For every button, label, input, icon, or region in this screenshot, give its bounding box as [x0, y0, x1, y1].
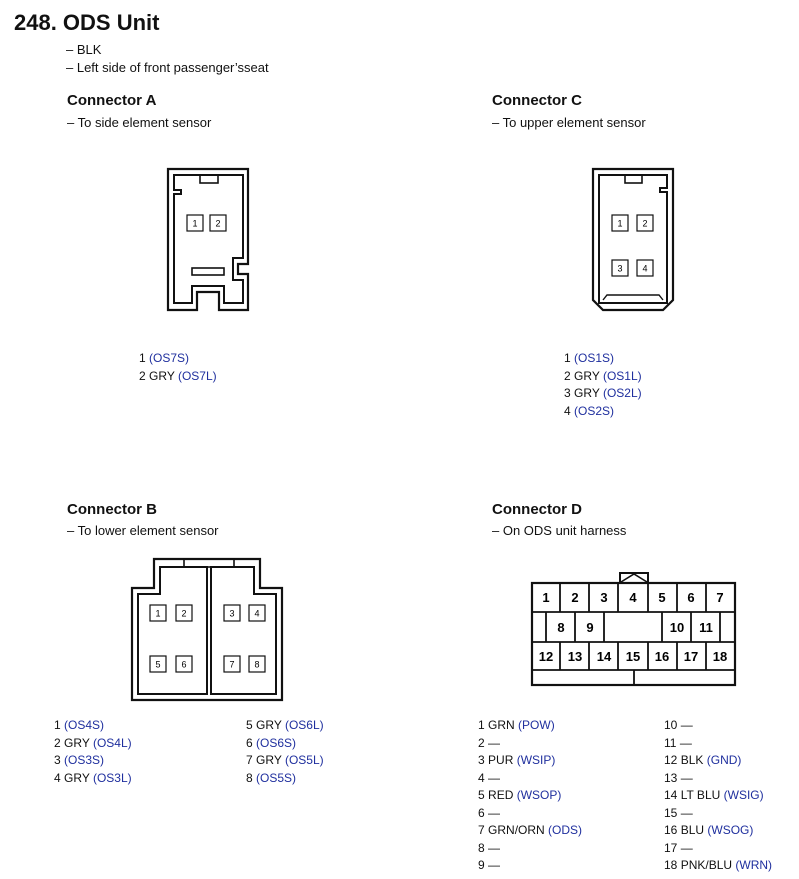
connector-c-pin-list — [564, 350, 642, 420]
connector-d-pin-number: 10 — [669, 620, 685, 635]
connector-d-pin-list-right — [664, 717, 772, 875]
connector-d-pin-number: 6 — [687, 590, 695, 605]
wire-color: — — [488, 858, 501, 872]
pin-number: 4 — [478, 770, 485, 785]
pin-number: 1 — [139, 351, 146, 365]
signal-name: (OS4L) — [92, 735, 132, 750]
pin-number: 1 — [478, 718, 485, 732]
pin-number: 5 — [246, 718, 253, 732]
pin-row — [478, 717, 582, 735]
connector-b-title: Connector B — [67, 501, 157, 518]
connector-d-pin-number: 2 — [571, 590, 579, 605]
page-title: 248. ODS Unit — [14, 10, 160, 35]
pin-row — [564, 403, 642, 421]
wire-color: PNK/BLU — [680, 858, 733, 872]
pin-row — [246, 735, 324, 753]
signal-name: (OS3L) — [92, 770, 132, 785]
signal-name: (OS7L) — [177, 368, 217, 383]
connector-a-title: Connector A — [67, 92, 157, 109]
connector-d-pin-number: 4 — [629, 590, 637, 605]
wire-color: — — [488, 735, 501, 750]
connector-d-description: – On ODS unit harness — [492, 523, 627, 538]
pin-number: 2 — [54, 735, 61, 750]
pin-row — [54, 752, 132, 770]
pin-number: 12 — [664, 753, 678, 767]
pin-row — [664, 840, 772, 858]
connector-d-diagram — [520, 565, 750, 695]
signal-name: (WSOG) — [707, 823, 754, 837]
pin-number: 4 — [54, 770, 61, 785]
connector-d-pin-number: 5 — [658, 590, 666, 605]
connector-b-pin-list-right — [246, 717, 324, 787]
connector-d-pin-number: 8 — [557, 620, 565, 635]
wire-color: GRY — [256, 718, 282, 732]
wire-color: — — [680, 840, 693, 855]
connector-b-pin-number: 2 — [181, 608, 187, 619]
pin-row — [564, 368, 642, 386]
pin-number: 2 — [139, 368, 146, 383]
signal-name: (OS1S) — [574, 351, 615, 365]
pin-number: 5 — [478, 788, 485, 802]
pin-row — [478, 787, 582, 805]
signal-name: (GND) — [706, 753, 742, 767]
pin-number: 15 — [664, 805, 678, 820]
connector-b-pin-number: 8 — [254, 659, 260, 670]
pin-number: 2 — [478, 735, 485, 750]
connector-b-pin-number: 5 — [155, 659, 161, 670]
connector-d-pin-number: 13 — [567, 649, 583, 664]
pin-number: 7 — [478, 823, 485, 837]
pin-row — [664, 770, 772, 788]
wire-color: GRY — [64, 735, 90, 750]
wire-color: BLK — [680, 753, 704, 767]
connector-d-pin-number: 18 — [712, 649, 728, 664]
connector-d-pin-list-left — [478, 717, 582, 875]
connector-b-pin-number: 4 — [254, 608, 260, 619]
pin-row — [139, 350, 217, 368]
pin-number: 8 — [246, 770, 253, 785]
connector-c-pin-number: 1 — [617, 218, 623, 229]
connector-d-title: Connector D — [492, 501, 582, 518]
connector-a-description: – To side element sensor — [67, 115, 212, 130]
connector-b-pin-list-left — [54, 717, 132, 787]
pin-row — [664, 857, 772, 875]
pin-number: 6 — [478, 805, 485, 820]
pin-number: 4 — [564, 403, 571, 418]
connector-c-pin-number: 4 — [642, 263, 648, 274]
signal-name: (OS2L) — [602, 386, 642, 400]
signal-name: (OS3S) — [64, 753, 105, 767]
connector-d-pin-number: 1 — [542, 590, 550, 605]
connector-c-title: Connector C — [492, 92, 582, 109]
connector-c-description: – To upper element sensor — [492, 115, 646, 130]
connector-d-pin-number: 17 — [683, 649, 699, 664]
signal-name: (OS4S) — [64, 718, 105, 732]
wire-color: GRN/ORN — [488, 823, 545, 837]
wire-color: GRN — [488, 718, 515, 732]
pin-row — [478, 822, 582, 840]
connector-a-pin-list — [139, 350, 217, 385]
wire-color: PUR — [488, 753, 514, 767]
connector-b-pin-number: 3 — [229, 608, 235, 619]
signal-name: (OS5L) — [284, 753, 324, 767]
connector-b-diagram — [120, 550, 300, 710]
connector-a-diagram — [160, 160, 260, 320]
pin-number: 6 — [246, 735, 253, 750]
pin-number: 11 — [664, 735, 677, 750]
pin-number: 9 — [478, 858, 485, 872]
pin-row — [478, 752, 582, 770]
pin-row — [54, 717, 132, 735]
wire-color: — — [679, 735, 692, 750]
connector-b-pin-number: 1 — [155, 608, 161, 619]
pin-row — [664, 787, 772, 805]
signal-name: (ODS) — [548, 823, 583, 837]
connector-b-description: – To lower element sensor — [67, 523, 219, 538]
pin-row — [478, 735, 582, 753]
connector-d-pin-number: 15 — [625, 649, 641, 664]
wire-color: — — [680, 770, 693, 785]
connector-d-pin-number: 12 — [538, 649, 554, 664]
signal-name: (OS1L) — [602, 368, 642, 383]
pin-row — [664, 735, 772, 753]
wire-color: — — [680, 805, 693, 820]
wire-color: — — [488, 770, 501, 785]
signal-name: (OS6L) — [284, 718, 324, 732]
connector-a-pin-number: 2 — [215, 218, 221, 229]
pin-number: 10 — [664, 718, 678, 732]
pin-number: 1 — [54, 718, 61, 732]
wire-color: GRY — [149, 368, 175, 383]
pin-row — [664, 752, 772, 770]
pin-number: 18 — [664, 858, 678, 872]
connector-d-pin-number: 9 — [586, 620, 594, 635]
wire-color: LT BLU — [680, 788, 721, 802]
wire-color: BLU — [680, 823, 705, 837]
pin-number: 8 — [478, 840, 485, 855]
pin-row — [246, 717, 324, 735]
connector-d-pin-number: 14 — [596, 649, 612, 664]
unit-color: – BLK — [66, 42, 102, 57]
signal-name: (OS2S) — [574, 403, 615, 418]
connector-c-diagram — [585, 160, 685, 320]
signal-name: (POW) — [518, 718, 555, 732]
connector-c-pin-number: 2 — [642, 218, 648, 229]
pin-row — [54, 735, 132, 753]
connector-d-pin-number: 3 — [600, 590, 608, 605]
pin-number: 16 — [664, 823, 678, 837]
connector-d-pin-number: 11 — [699, 620, 713, 635]
pin-row — [664, 717, 772, 735]
pin-number: 7 — [246, 753, 253, 767]
wire-color: GRY — [64, 770, 90, 785]
pin-row — [478, 857, 582, 875]
signal-name: (WSIG) — [723, 788, 764, 802]
signal-name: (OS7S) — [149, 351, 190, 365]
pin-number: 2 — [564, 368, 571, 383]
signal-name: (OS5S) — [256, 770, 297, 785]
connector-a-pin-number: 1 — [192, 218, 198, 229]
unit-location: – Left side of front passenger’sseat — [66, 59, 269, 75]
connector-d-pin-number: 16 — [654, 649, 670, 664]
pin-row — [139, 368, 217, 386]
pin-row — [246, 770, 324, 788]
pin-number: 1 — [564, 351, 571, 365]
pin-row — [478, 840, 582, 858]
wire-color: — — [488, 805, 501, 820]
wire-color: GRY — [574, 386, 600, 400]
connector-d-pin-number: 7 — [716, 590, 724, 605]
pin-row — [564, 385, 642, 403]
connector-b-pin-number: 6 — [181, 659, 187, 670]
pin-number: 17 — [664, 840, 678, 855]
pin-number: 13 — [664, 770, 678, 785]
signal-name: (WSOP) — [516, 788, 562, 802]
wire-color: GRY — [256, 753, 282, 767]
pin-row — [54, 770, 132, 788]
pin-number: 14 — [664, 788, 678, 802]
wire-color: GRY — [574, 368, 600, 383]
signal-name: (OS6S) — [256, 735, 297, 750]
connector-b-pin-number: 7 — [229, 659, 235, 670]
pin-row — [664, 822, 772, 840]
signal-name: (WSIP) — [516, 753, 556, 767]
pin-row — [564, 350, 642, 368]
wire-color: — — [680, 718, 693, 732]
pin-number: 3 — [564, 386, 571, 400]
pin-row — [478, 805, 582, 823]
pin-row — [664, 805, 772, 823]
pin-row — [478, 770, 582, 788]
pin-row — [246, 752, 324, 770]
pin-number: 3 — [54, 753, 61, 767]
connector-c-pin-number: 3 — [617, 263, 623, 274]
pin-number: 3 — [478, 753, 485, 767]
wire-color: — — [488, 840, 501, 855]
wire-color: RED — [488, 788, 514, 802]
signal-name: (WRN) — [735, 858, 773, 872]
